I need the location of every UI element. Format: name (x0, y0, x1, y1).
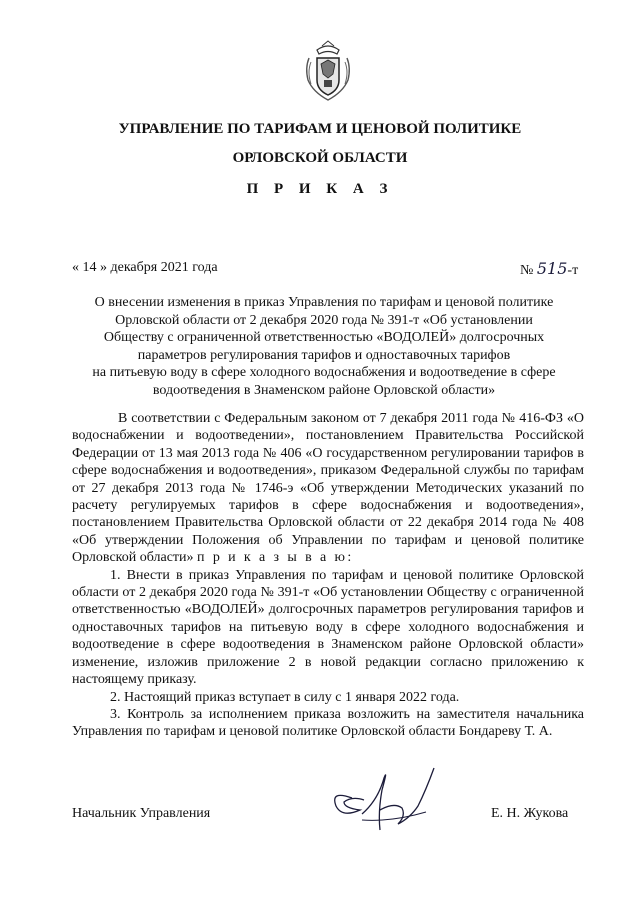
subject-line: параметров регулирования тарифов и одноставочных тарифов (137, 347, 511, 363)
subject-line: О внесении изменения в приказ Управления по тарифам и ценовой политике (94, 295, 554, 310)
number-prefix: № (520, 263, 534, 278)
subject-line: Орловской области от 2 декабря 2020 года № 391-т «Об установлении (115, 312, 533, 328)
subject-line: на питьевую воду в сфере холодного водоснабжения и водоотведение в сфере (92, 365, 556, 380)
subject-line: водоотведения в Знаменском районе Орловской области» (152, 382, 496, 398)
preamble-text: В соответствии с Федеральным законом от 7 декабря 2011 года № 416-ФЗ «О водоснабжении и водоотведении», постановлением Правительства Российской Федерации от 13 мая 2013 года № 406 «О государственном регулировании тарифов в сфере водоснабжения и водоотведения», приказом Федеральной службы по тарифам от 27 декабря 2013 года № 1746-э «Об утверждении Методических указаний по расчету регулируемых тарифов в сфере водоснабжения и водоотведения», постановлением Правительства Орловской области от 22 декабря 2014 года № 408 «Об утверждении Положения об Управлении по тарифам и ценовой политике Орловской области» (72, 411, 584, 566)
issuer-region: ОРЛОВСКОЙ ОБЛАСТИ (232, 150, 408, 166)
order-date: « 14 » декабря 2021 года (72, 260, 218, 275)
number-suffix: -т (567, 263, 579, 278)
document-type: П Р И К А З (246, 181, 394, 197)
preamble-paragraph (72, 410, 584, 567)
order-item-1: 1. Внести в приказ Управления по тарифам и ценовой политике Орловской области от 2 декабря 2020 года № 391-т «Об установлении Обществу с ограниченной ответственностью «ВОДОЛЕЙ» долгосрочных параметров регулирования тарифов и одноставочных тарифов на питьевую воду в сфере холодного водоснабжения и водоотведение в сфере водоотведения в Знаменском районе Орловской области» изменение, изложив приложение 2 в новой редакции согласно приложению к настоящему приказу. (72, 567, 584, 688)
order-body (72, 410, 584, 741)
order-item-2: 2. Настоящий приказ вступает в силу с 1 января 2022 года. (110, 689, 460, 705)
coat-of-arms-emblem (303, 40, 353, 102)
signatory-name: Е. Н. Жукова (491, 806, 569, 821)
subject-line: Обществу с ограниченной ответственностью «ВОДОЛЕЙ» долгосрочных (103, 330, 545, 345)
handwritten-number: 515 (536, 259, 568, 278)
issuer-name: УПРАВЛЕНИЕ ПО ТАРИФАМ И ЦЕНОВОЙ ПОЛИТИКЕ (118, 121, 522, 137)
handwritten-signature (322, 760, 442, 840)
orders-word: п р и к а з ы в а ю: (197, 550, 354, 566)
order-subject (60, 294, 588, 399)
order-number (520, 259, 578, 279)
order-item-3: 3. Контроль за исполнением приказа возложить на заместителя начальника Управления по тарифам и ценовой политике Орловской области Бондареву Т. А. (72, 706, 584, 740)
signatory-title: Начальник Управления (72, 806, 211, 821)
